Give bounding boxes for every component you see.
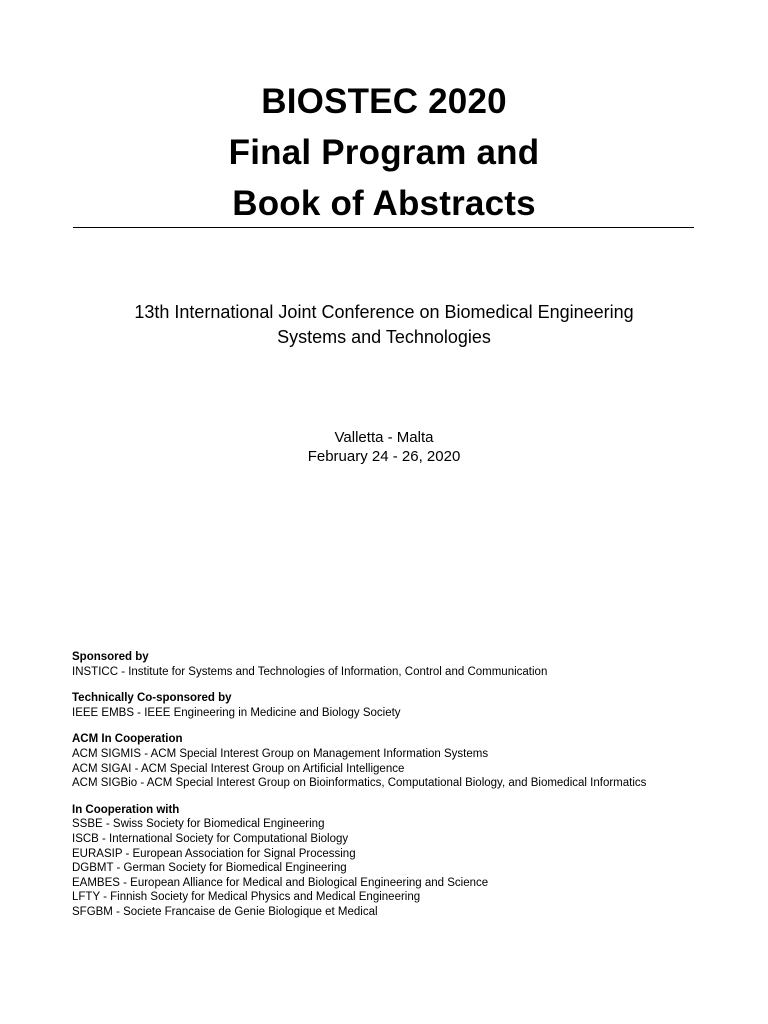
group-heading: Sponsored by (72, 651, 149, 663)
sponsor-item: ACM SIGAI - ACM Special Interest Group on Artificial Intelligence (72, 762, 405, 775)
acm-in-cooperation-group (72, 732, 672, 790)
title-line-1: BIOSTEC 2020 (261, 82, 507, 121)
document-title (0, 76, 768, 229)
subtitle-line-2: Systems and Technologies (277, 327, 491, 347)
sponsor-item: DGBMT - German Society for Biomedical Engineering (72, 862, 347, 875)
sponsors-section (72, 650, 672, 932)
sponsor-item: EAMBES - European Alliance for Medical and Biological Engineering and Science (72, 876, 489, 889)
group-heading: ACM In Cooperation (72, 733, 183, 746)
conference-subtitle (0, 300, 768, 350)
group-heading: In Cooperation with (72, 803, 180, 816)
sponsor-item: ISCB - International Society for Computational Biology (72, 832, 349, 845)
sponsor-item: LFTY - Finnish Society for Medical Physics and Medical Engineering (72, 891, 421, 904)
sponsor-item: SFGBM - Societe Francaise de Genie Biologique et Medical (72, 905, 378, 918)
group-heading: Technically Co-sponsored by (72, 692, 232, 705)
title-line-3: Book of Abstracts (232, 184, 536, 223)
in-cooperation-with-group (72, 803, 672, 920)
venue-block (0, 428, 768, 466)
venue-dates: February 24 - 26, 2020 (307, 448, 461, 465)
title-divider (73, 227, 694, 228)
sponsor-item: INSTICC - Institute for Systems and Technologies of Information, Control and Communication (72, 665, 548, 678)
sponsor-item: IEEE EMBS - IEEE Engineering in Medicine and Biology Society (72, 706, 401, 719)
sponsor-item: ACM SIGMIS - ACM Special Interest Group on Management Information Systems (72, 747, 489, 760)
title-line-2: Final Program and (228, 133, 540, 172)
venue-location: Valletta - Malta (334, 429, 434, 446)
sponsor-item: EURASIP - European Association for Signal Processing (72, 847, 356, 860)
technically-cosponsored-group (72, 691, 672, 720)
sponsored-by-group (72, 650, 672, 679)
subtitle-line-1: 13th International Joint Conference on Biomedical Engineering (134, 302, 634, 322)
sponsor-item: SSBE - Swiss Society for Biomedical Engineering (72, 818, 325, 831)
sponsor-item: ACM SIGBio - ACM Special Interest Group on Bioinformatics, Computational Biology, and Biomedical Informatics (72, 777, 647, 790)
